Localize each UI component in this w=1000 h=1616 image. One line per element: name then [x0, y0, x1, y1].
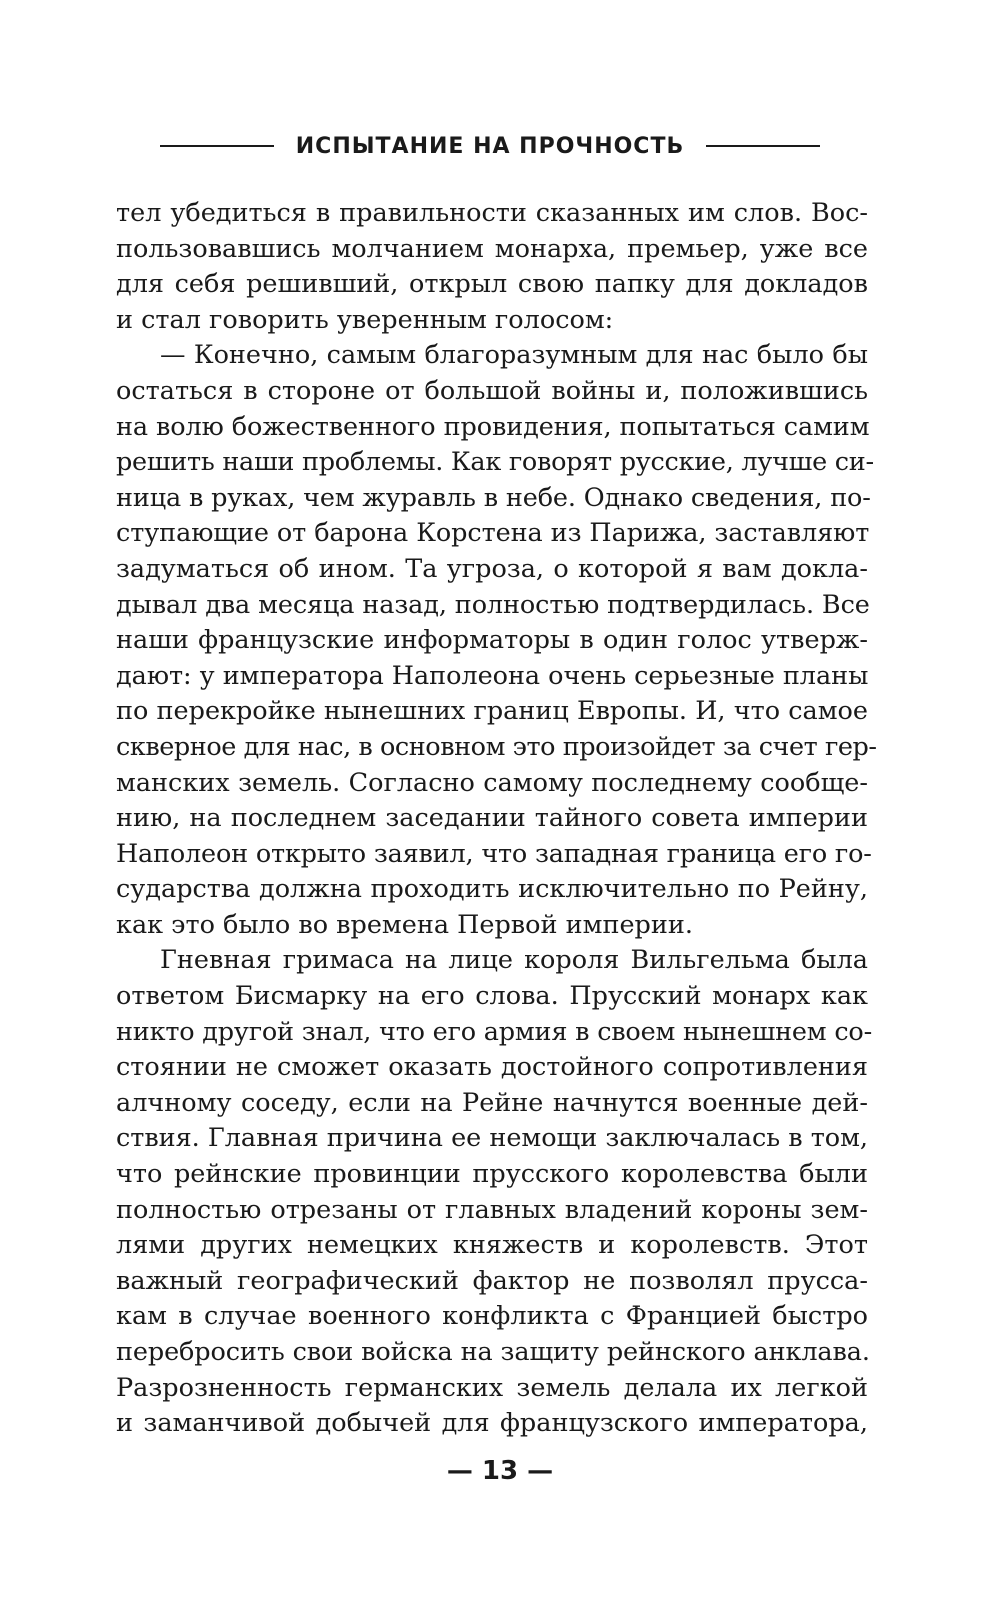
text-line: важный географический фактор не позволял прусса- [116, 1265, 868, 1296]
header-rule-left [160, 145, 274, 147]
paragraph-1 [116, 196, 868, 338]
text-line: решить наши проблемы. Как говорят русские, лучше си- [116, 447, 874, 478]
text-line: полностью отрезаны от главных владений короны зем- [116, 1194, 868, 1225]
paragraph-2 [116, 338, 877, 943]
text-line: и стал говорить уверенным голосом: [116, 304, 614, 335]
text-line: Наполеон открыто заявил, что западная граница его го- [116, 838, 872, 869]
text-line: никто другой знал, что его армия в своем нынешнем со- [116, 1016, 872, 1047]
text-line: по перекройке нынешних границ Европы. И, что самое [116, 696, 868, 727]
text-line: ствия. Главная причина ее немощи заключалась в том, [116, 1123, 868, 1154]
running-head [160, 126, 820, 166]
page-number: — 13 — [446, 1456, 554, 1486]
text-line: лями других немецких княжеств и королевств. Этот [116, 1230, 868, 1261]
text-line: перебросить свои войска на защиту рейнского анклава. [116, 1337, 870, 1367]
text-line: алчному соседу, если на Рейне начнутся военные дей- [116, 1087, 868, 1118]
text-line: на волю божественного провидения, попытаться самим [116, 411, 870, 442]
text-line: скверное для нас, в основном это произойдет за счет гер- [116, 731, 877, 762]
text-line: стоянии не сможет оказать достойного сопротивления [116, 1052, 868, 1083]
text-line: задуматься об ином. Та угроза, о которой я вам докла- [116, 553, 868, 584]
body-text [116, 196, 877, 1442]
text-line: наши французские информаторы в один голос утверж- [116, 625, 868, 656]
text-line: ступающие от барона Корстена из Парижа, заставляют [116, 518, 870, 549]
text-line: манских земель. Согласно самому последнему сообще- [116, 767, 868, 798]
text-line: что рейнские провинции прусского королевства были [116, 1159, 868, 1190]
text-line: кам в случае военного конфликта с Францией быстро [116, 1301, 868, 1332]
text-line: для себя решивший, открыл свою папку для докладов [116, 269, 868, 300]
text-line: сударства должна проходить исключительно по Рейну, [116, 874, 868, 905]
text-line: и заманчивой добычей для французского императора, [116, 1408, 868, 1439]
text-line: пользовавшись молчанием монарха, премьер, уже все [116, 233, 868, 264]
paragraph-3 [116, 943, 872, 1441]
text-line: Разрозненность германских земель делала их легкой [116, 1372, 868, 1403]
text-line: ответом Бисмарку на его слова. Прусский монарх как [116, 981, 868, 1012]
text-line: дывал два месяца назад, полностью подтвердилась. Все [116, 589, 870, 620]
text-line: Гневная гримаса на лице короля Вильгельма была [160, 945, 868, 976]
text-line: ница в руках, чем журавль в небе. Однако сведения, по- [116, 482, 871, 513]
text-line: остаться в стороне от большой войны и, положившись [116, 375, 868, 406]
text-line: как это было во времена Первой империи. [116, 909, 693, 940]
header-rule-right [706, 145, 820, 147]
text-line: нию, на последнем заседании тайного совета империи [116, 803, 868, 834]
running-head-title: ИСПЫТАНИЕ НА ПРОЧНОСТЬ [295, 133, 685, 159]
text-line: дают: у императора Наполеона очень серьезные планы [116, 660, 869, 691]
text-line: — Конечно, самым благоразумным для нас было бы [160, 340, 868, 371]
text-line: тел убедиться в правильности сказанных им слов. Вос- [116, 198, 868, 228]
